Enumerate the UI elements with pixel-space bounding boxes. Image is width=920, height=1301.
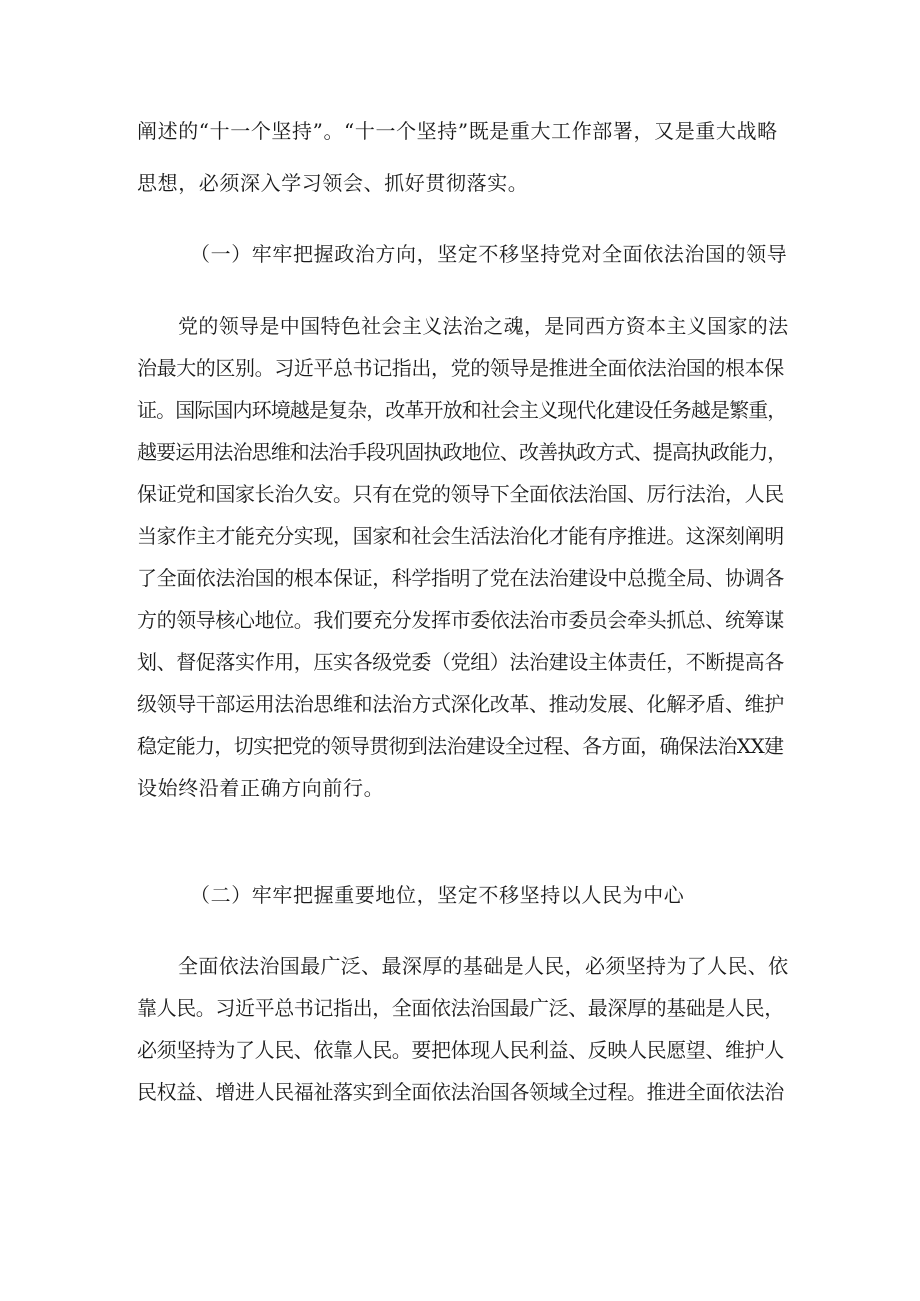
section-2-line-2: 靠人民。习近平总书记指出，全面依法治国最广泛、最深厚的基础是人民， [137,996,784,1020]
section-1-line-4: 越要运用法治思维和法治手段巩固执政地位、改善执政方式、提高执政能力， [137,440,787,464]
section-2-heading: （二）牢牢把握重要地位，坚定不移坚持以人民为中心 [190,883,685,907]
section-1-line-1: 党的领导是中国特色社会主义法治之魂，是同西方资本主义国家的法 [178,314,789,338]
section-1-heading: （一）牢牢把握政治方向，坚定不移坚持党对全面依法治国的领导 [190,242,788,266]
section-1-line-3: 证。国际国内环境越是复杂，改革开放和社会主义现代化建设任务越是繁重， [137,398,787,422]
section-2-line-4: 民权益、增进人民福祉落实到全面依法治国各领域全过程。推进全面依法治 [137,1080,784,1104]
intro-line-1: 阐述的“十一个坚持”。“十一个坚持”既是重大工作部署，又是重大战略 [137,119,778,143]
section-1-line-5: 保证党和国家长治久安。只有在党的领导下全面依法治国、厉行法治，人民 [137,482,784,506]
section-1-line-8: 方的领导核心地位。我们要充分发挥市委依法治市委员会牵头抓总、统筹谋 [137,608,784,632]
section-1-line-2: 治最大的区别。习近平总书记指出，党的领导是推进全面依法治国的根本保 [137,356,784,380]
section-2-line-3: 必须坚持为了人民、依靠人民。要把体现人民利益、反映人民愿望、维护人 [137,1038,784,1062]
section-1-line-7: 了全面依法治国的根本保证，科学指明了党在法治建设中总揽全局、协调各 [137,566,784,590]
intro-line-2: 思想，必须深入学习领会、抓好贯彻落实。 [137,171,529,195]
section-2-line-1: 全面依法治国最广泛、最深厚的基础是人民，必须坚持为了人民、依 [178,954,789,978]
section-1-line-9: 划、督促落实作用，压实各级党委（党组）法治建设主体责任，不断提高各 [137,650,784,674]
section-1-line-11: 稳定能力，切实把党的领导贯彻到法治建设全过程、各方面，确保法治XX建 [137,734,784,758]
section-1-line-6: 当家作主才能充分实现，国家和社会生活法治化才能有序推进。这深刻阐明 [137,524,784,548]
section-1-line-12: 设始终沿着正确方向前行。 [137,776,385,800]
section-1-line-10: 级领导干部运用法治思维和法治方式深化改革、推动发展、化解矛盾、维护 [137,692,784,716]
